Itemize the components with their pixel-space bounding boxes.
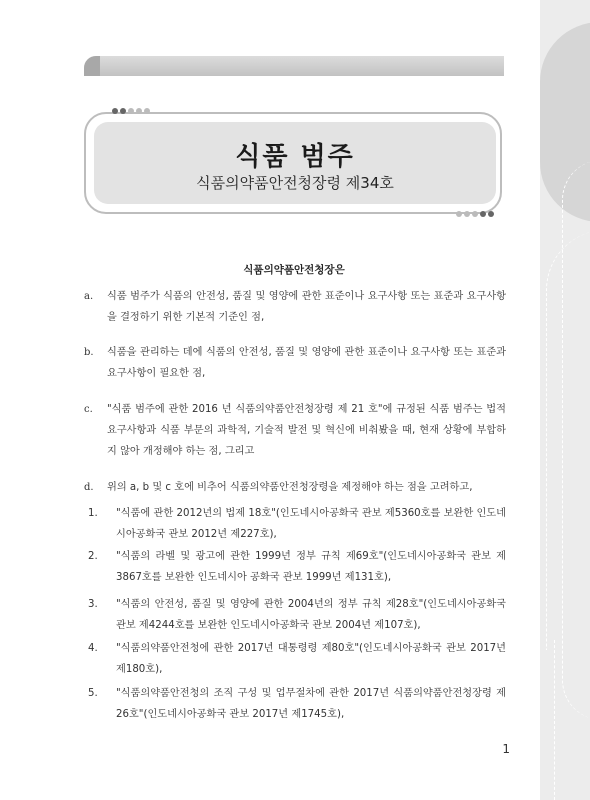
header-bar-notch [84,56,100,76]
header-bar [84,56,504,76]
section-heading: 식품의약품안전청장은 [243,264,345,276]
clause-label: a. [84,291,94,302]
reference-item [88,594,506,636]
reference-text: "식품의약품안전청의 조직 구성 및 업무절차에 관한 2017년 식품의약품안전청장령 제26호"(인도네시아공화국 관보 2017년 제1745호), [116,688,506,720]
reference-number: 5. [88,688,98,699]
clause-item [84,286,506,328]
reference-text: "식품의 안전성, 품질 및 영양에 관한 2004년의 정부 규칙 제28호"(인도네시아공화국 관보 제4244호를 보완한 인도네시아공화국 관보 2004년 제107호), [116,599,506,631]
page-subtitle: 식품의약품안전청장령 제34호 [196,174,394,192]
side-dashed-line [562,160,590,720]
reference-text: "식품의 라벨 및 광고에 관한 1999년 정부 규칙 제69호"(인도네시아공화국 관보 제3867호를 보완한 인도네시아 공화국 관보 1999년 제131호), [116,551,506,583]
reference-item [88,638,506,680]
clause-item [84,399,506,462]
page-title: 식품 범주 [235,142,355,172]
page-number: 1 [502,742,510,756]
reference-number: 2. [88,551,98,562]
clause-label: d. [84,482,94,493]
clause-label: c. [84,404,93,415]
clause-text: 식품을 관리하는 데에 식품의 안전성, 품질 및 영양에 관한 표준이나 요구사항 또는 표준과 요구사항이 필요한 점, [107,347,506,379]
reference-number: 3. [88,599,98,610]
reference-item [88,503,506,545]
clause-text: 위의 a, b 및 c 호에 비추어 식품의약품안전청장령을 제정해야 하는 점을 고려하고, [107,482,473,493]
clause-item [84,342,506,384]
side-dashed-line [554,640,590,800]
reference-number: 1. [88,508,98,519]
clause-text: 식품 범주가 식품의 안전성, 품질 및 영양에 관한 표준이나 요구사항 또는 표준과 요구사항을 결정하기 위한 기본적 기준인 점, [107,291,506,323]
reference-item [88,683,506,725]
clause-label: b. [84,347,94,358]
reference-text: "식품의약품안전청에 관한 2017년 대통령령 제80호"(인도네시아공화국 관보 2017년 제180호), [116,643,506,675]
decorative-dots [456,211,494,217]
decorative-dots [112,108,150,114]
clause-text: "식품 범주에 관한 2016 년 식품의약품안전청장령 제 21 호"에 규정된 식품 범주는 법적 요구사항과 식품 부문의 과학적, 기술적 발전 및 혁신에 비춰봤을 때, 현재 상황에 부합하지 않아 개정해야 하는 점, 그리고 [107,404,506,457]
reference-text: "식품에 관한 2012년의 법제 18호"(인도네시아공화국 관보 제5360호를 보완한 인도네시아공화국 관보 2012년 제227호), [116,508,506,540]
clause-item [84,477,506,498]
reference-item [88,546,506,588]
reference-number: 4. [88,643,98,654]
side-decoration [540,0,590,800]
